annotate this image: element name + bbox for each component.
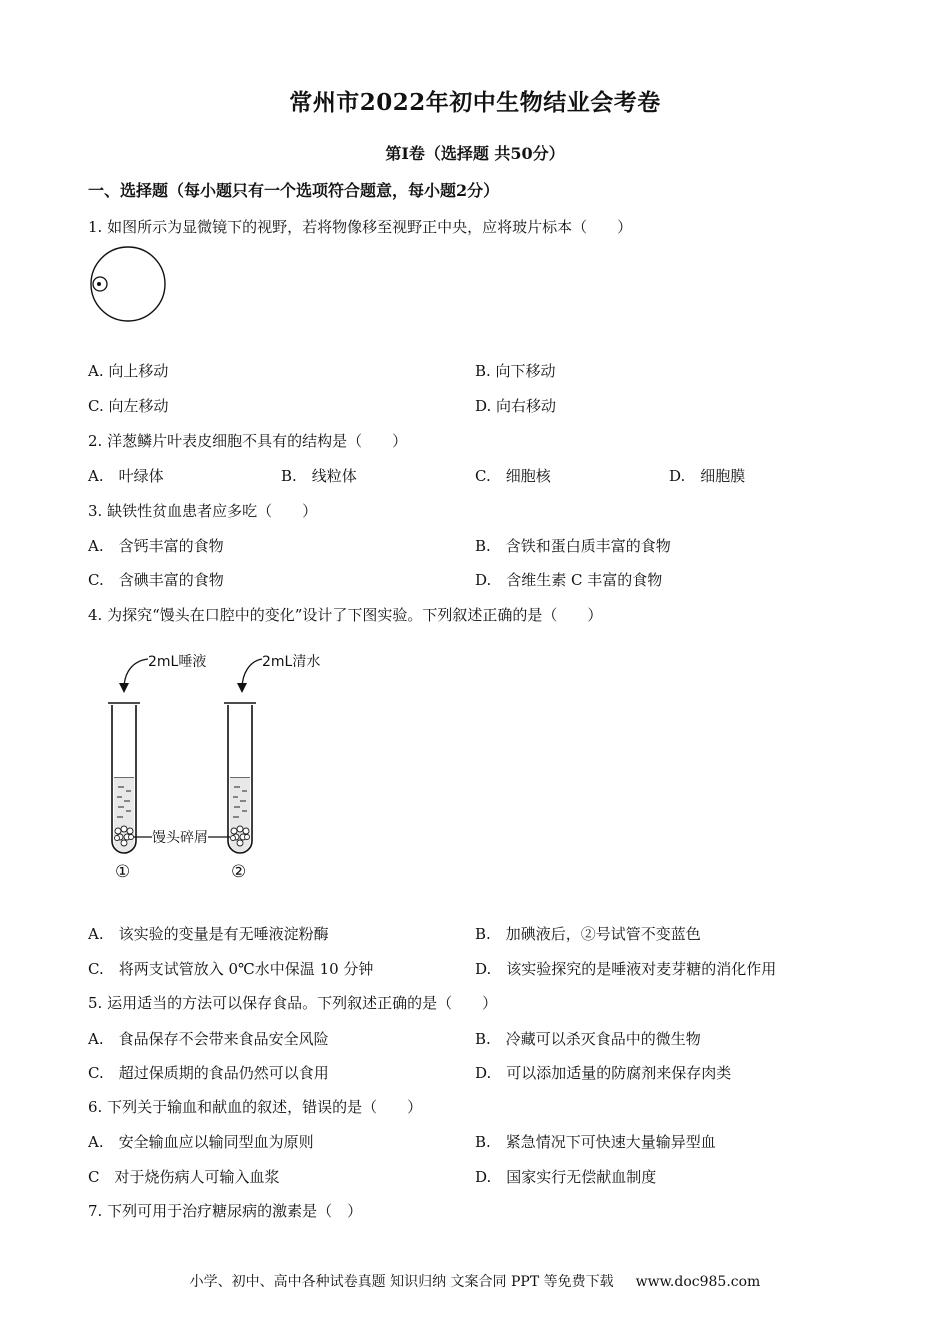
tube-1-label: 2mL唾液 bbox=[148, 654, 207, 670]
question-5-option-c: C. 超过保质期的食品仍然可以食用 bbox=[88, 1064, 329, 1082]
question-5-option-a: A. 食品保存不会带来食品安全风险 bbox=[88, 1030, 329, 1048]
question-5-option-d: D. 可以添加适量的防腐剂来保存肉类 bbox=[475, 1064, 732, 1082]
footer-url[interactable]: www.doc985.com bbox=[635, 1274, 761, 1290]
question-7-stem: 7. 下列可用于治疗糖尿病的激素是（ ） bbox=[88, 1202, 363, 1220]
question-1-option-d: D. 向右移动 bbox=[475, 397, 557, 415]
tube-1-arrowhead bbox=[119, 683, 129, 693]
question-4-option-d: D. 该实验探究的是唾液对麦芽糖的消化作用 bbox=[475, 960, 777, 978]
question-1-option-c: C. 向左移动 bbox=[88, 397, 169, 415]
residue-label: 馒头碎屑 bbox=[152, 830, 208, 846]
test-tube-1 bbox=[108, 703, 140, 853]
question-3-option-a: A. 含钙丰富的食物 bbox=[88, 537, 224, 555]
question-1-stem: 1. 如图所示为显微镜下的视野，若将物像移至视野正中央，应将玻片标本（ ） bbox=[88, 218, 633, 236]
question-3-option-c: C. 含碘丰富的食物 bbox=[88, 571, 224, 589]
part-subtitle: 第Ⅰ卷（选择题 共50分） bbox=[385, 144, 565, 163]
page-title: 常州市2022年初中生物结业会考卷 bbox=[289, 89, 661, 116]
question-2-option-a: A. 叶绿体 bbox=[88, 467, 164, 485]
section-heading: 一、选择题（每小题只有一个选项符合题意，每小题2分） bbox=[88, 181, 500, 200]
test-tube-experiment-figure bbox=[100, 645, 340, 890]
question-2-stem: 2. 洋葱鳞片叶表皮细胞不具有的结构是（ ） bbox=[88, 432, 408, 450]
question-6-option-a: A. 安全输血应以输同型血为原则 bbox=[88, 1133, 314, 1151]
tube-1-number: ① bbox=[115, 862, 131, 882]
question-4-option-c: C. 将两支试管放入 0℃水中保温 10 分钟 bbox=[88, 960, 374, 978]
tube-2-arrowhead bbox=[237, 683, 247, 693]
tube-2-label: 2mL清水 bbox=[262, 654, 321, 670]
question-4-option-a: A. 该实验的变量是有无唾液淀粉酶 bbox=[88, 925, 329, 943]
question-6-option-b: B. 紧急情况下可快速大量输异型血 bbox=[475, 1133, 716, 1151]
page-footer bbox=[0, 1271, 950, 1291]
question-3-option-b: B. 含铁和蛋白质丰富的食物 bbox=[475, 537, 671, 555]
question-2-option-b: B. 线粒体 bbox=[281, 467, 357, 485]
tube-2-number: ② bbox=[231, 862, 247, 882]
question-4-stem: 4. 为探究“馒头在口腔中的变化”设计了下图实验。下列叙述正确的是（ ） bbox=[88, 606, 603, 624]
microscope-field-figure bbox=[86, 244, 170, 324]
question-1-option-b: B. 向下移动 bbox=[475, 362, 556, 380]
question-6-option-c: C 对于烧伤病人可输入血浆 bbox=[88, 1168, 280, 1186]
cell-nucleus bbox=[97, 282, 101, 286]
question-3-stem: 3. 缺铁性贫血患者应多吃（ ） bbox=[88, 502, 318, 520]
test-tube-2 bbox=[224, 703, 256, 853]
footer-text: 小学、初中、高中各种试卷真题 知识归纳 文案合同 PPT 等免费下载 bbox=[189, 1274, 614, 1290]
question-2-option-d: D. 细胞膜 bbox=[669, 467, 746, 485]
question-6-option-d: D. 国家实行无偿献血制度 bbox=[475, 1168, 657, 1186]
question-1-option-a: A. 向上移动 bbox=[88, 362, 169, 380]
question-4-option-b: B. 加碘液后，②号试管不变蓝色 bbox=[475, 925, 701, 943]
question-6-stem: 6. 下列关于输血和献血的叙述，错误的是（ ） bbox=[88, 1098, 423, 1116]
question-5-stem: 5. 运用适当的方法可以保存食品。下列叙述正确的是（ ） bbox=[88, 994, 498, 1012]
question-5-option-b: B. 冷藏可以杀灭食品中的微生物 bbox=[475, 1030, 701, 1048]
question-3-option-d: D. 含维生素 C 丰富的食物 bbox=[475, 571, 663, 589]
question-2-option-c: C. 细胞核 bbox=[475, 467, 551, 485]
